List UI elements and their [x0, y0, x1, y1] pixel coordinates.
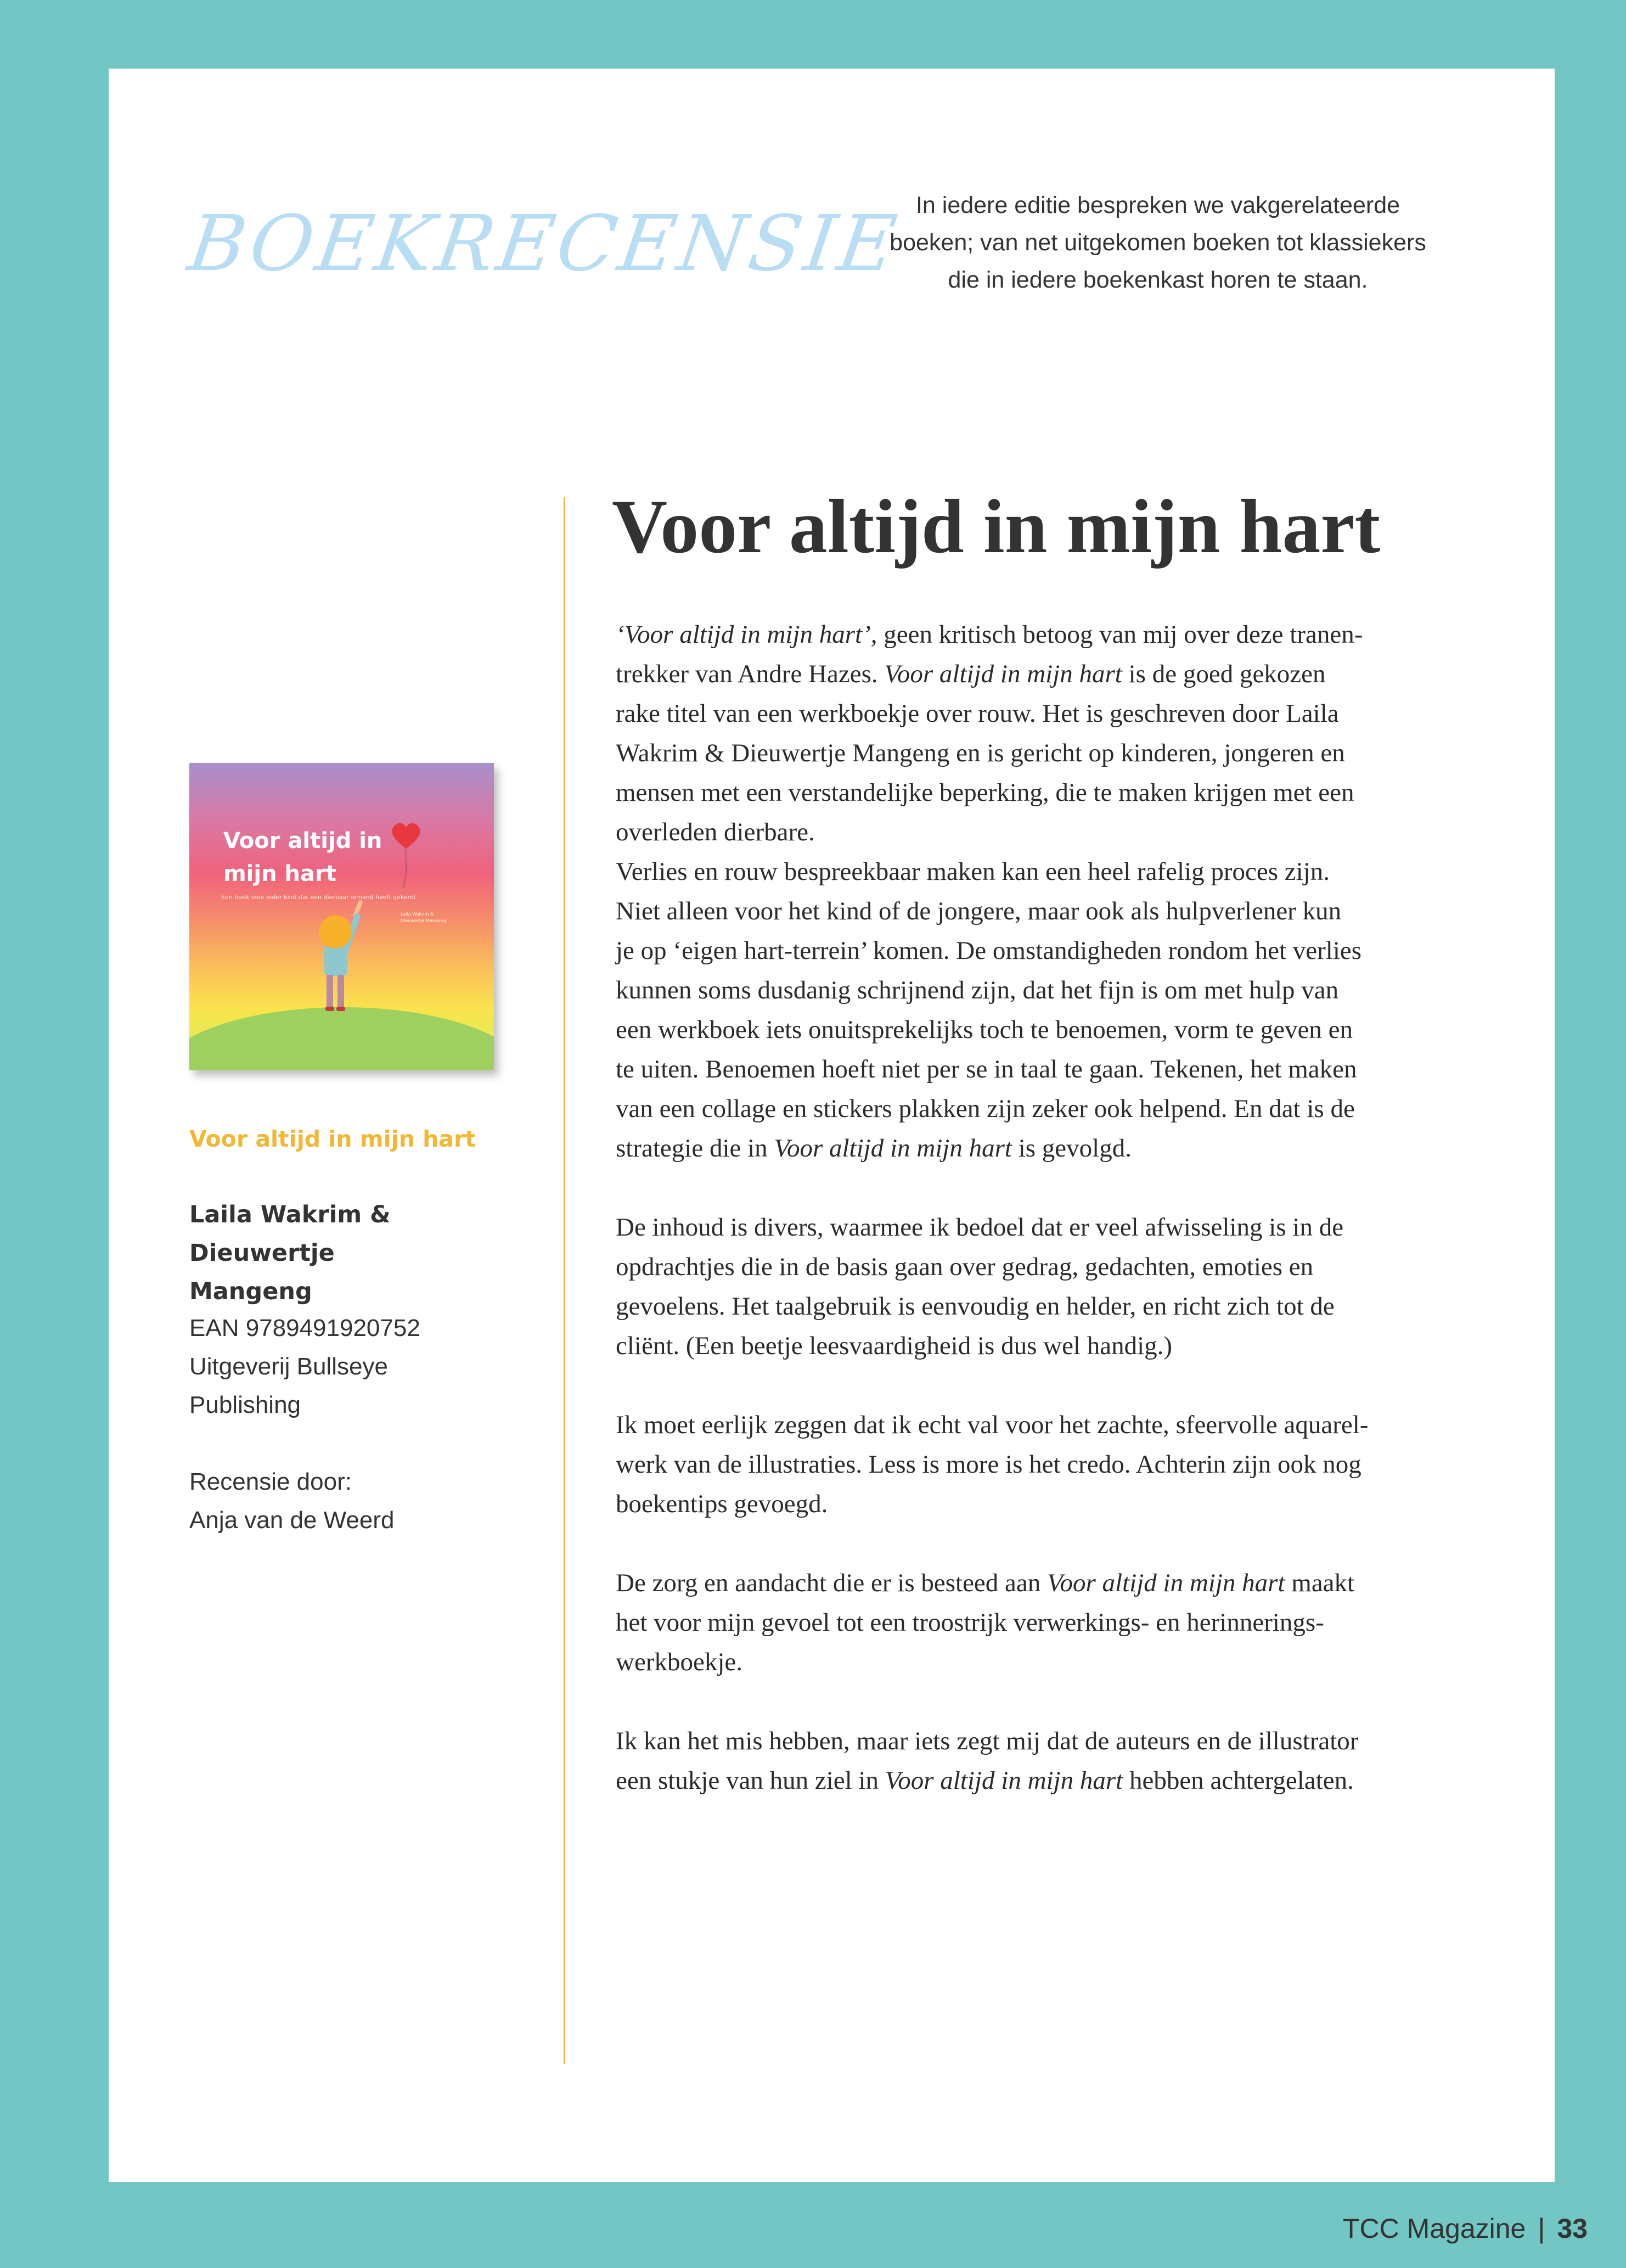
sidebar-authors	[189, 1195, 530, 1311]
footer-separator: |	[1538, 2213, 1545, 2244]
article-line	[616, 1326, 1472, 1366]
article-line	[616, 852, 1472, 891]
article-paragraph	[616, 1563, 1472, 1682]
article-line	[616, 1089, 1472, 1129]
article-line	[616, 1010, 1472, 1049]
text-run: geen kritisch betoog van mij over deze tranen-	[877, 620, 1363, 649]
text-run: mensen met een verstandelijke beperking, die te maken krijgen met een	[616, 778, 1354, 807]
text-run: Niet alleen voor het kind of de jongere, maar ook als hulpverlener kun	[616, 897, 1342, 925]
text-run: rake titel van een werkboekje over rouw. Het is geschreven door Laila	[616, 699, 1339, 728]
article-body	[616, 615, 1472, 1840]
article-line	[616, 654, 1472, 694]
text-run: strategie die in	[616, 1134, 774, 1163]
article-line	[616, 1049, 1472, 1089]
text-run: een stukje van hun ziel in	[616, 1766, 885, 1795]
sidebar-ean: EAN 9789491920752	[189, 1315, 420, 1341]
text-run: je op ‘eigen hart-terrein’ komen. De omstandigheden rondom het verlies	[616, 936, 1362, 965]
text-run: is gevolgd.	[1011, 1134, 1132, 1163]
book-title-italic: Voor altijd in mijn hart	[885, 1766, 1123, 1795]
cover-author-line: Dieuwertje Mangeng	[401, 918, 446, 923]
article-paragraph	[616, 1208, 1472, 1366]
article-line	[616, 891, 1472, 931]
sidebar-publisher-line: Publishing	[189, 1391, 301, 1418]
section-intro	[845, 187, 1471, 299]
magazine-name: TCC Magazine	[1342, 2213, 1526, 2244]
text-run: van een collage en stickers plakken zijn zeker ook helpend. En dat is de	[616, 1094, 1355, 1123]
book-title-italic: Voor altijd in mijn hart	[1047, 1569, 1285, 1597]
sidebar-publisher-line: Uitgeverij Bullseye	[189, 1353, 388, 1380]
text-run: De zorg en aandacht die er is besteed aan	[616, 1569, 1048, 1597]
sidebar-book-title: Voor altijd in mijn hart	[189, 1126, 476, 1152]
sidebar-reviewer-name: Anja van de Weerd	[189, 1507, 395, 1534]
text-run: werkboekje.	[616, 1648, 742, 1676]
article-line	[616, 1445, 1472, 1484]
sidebar-author-line: Mangeng	[189, 1278, 312, 1305]
book-title-italic: Voor altijd in mijn hart	[884, 660, 1122, 688]
article-line	[616, 1603, 1472, 1642]
heart-balloon-icon	[387, 818, 425, 889]
article-line	[616, 1405, 1472, 1445]
child-illustration-icon	[305, 900, 376, 1043]
article-paragraph	[616, 615, 1472, 1168]
intro-line: In iedere editie bespreken we vakgerelateerde	[915, 192, 1400, 218]
section-label: BOEKRECENSIE	[183, 199, 905, 289]
cover-title: Voor altijd in mijn hart	[223, 828, 382, 886]
text-run: Ik moet eerlijk zeggen dat ik echt val voor het zachte, sfeervolle aquarel-	[616, 1411, 1369, 1439]
text-run: De inhoud is divers, waarmee ik bedoel dat er veel afwisseling is in de	[616, 1213, 1344, 1242]
cover-subtitle: Een boek voor ieder kind dat een dierbaar iemand heeft gekend	[221, 894, 415, 901]
intro-line: boeken; van net uitgekomen boeken tot klassiekers	[890, 229, 1426, 256]
intro-line: die in iedere boekenkast horen te staan.	[948, 267, 1368, 293]
article-line	[616, 1208, 1472, 1247]
article-line	[616, 970, 1472, 1010]
article-paragraph	[616, 1721, 1472, 1800]
text-run: gevoelens. Het taalgebruik is eenvoudig en helder, en richt zich tot de	[616, 1292, 1335, 1321]
text-run: is de goed gekozen	[1122, 660, 1326, 688]
text-run: maakt	[1285, 1569, 1355, 1597]
article-line	[616, 1247, 1472, 1287]
text-run: het voor mijn gevoel tot een troostrijk verwerkings- en herinnerings-	[616, 1608, 1324, 1637]
text-run: overleden dierbare.	[616, 818, 815, 846]
cover-author-line: Laila Wakrim &	[401, 912, 434, 917]
sidebar-reviewer	[189, 1463, 530, 1540]
article-line	[616, 812, 1472, 852]
article-line	[616, 694, 1472, 733]
sidebar-author-line: Laila Wakrim & Dieuwertje	[189, 1201, 391, 1267]
book-title-italic: ‘Voor altijd in mijn hart’,	[616, 620, 877, 649]
sidebar-review-label: Recensie door:	[189, 1468, 352, 1495]
text-run: opdrachtjes die in de basis gaan over gedrag, gedachten, emoties en	[616, 1253, 1314, 1281]
text-run: kunnen soms dusdanig schrijnend zijn, dat het fijn is om met hulp van	[616, 976, 1339, 1004]
text-run: hebben achtergelaten.	[1123, 1766, 1354, 1795]
text-run: Wakrim & Dieuwertje Mangeng en is gericht op kinderen, jongeren en	[616, 739, 1345, 767]
page-number: 33	[1557, 2213, 1588, 2244]
sidebar-publication-info	[189, 1309, 530, 1424]
article-line	[616, 1484, 1472, 1524]
text-run: Verlies en rouw bespreekbaar maken kan een heel rafelig proces zijn.	[616, 857, 1330, 886]
text-run: Ik kan het mis hebben, maar iets zegt mij dat de auteurs en de illustrator	[616, 1727, 1359, 1755]
text-run: werk van de illustraties. Less is more is het credo. Achterin zijn ook nog	[616, 1450, 1361, 1479]
text-run: trekker van Andre Hazes.	[616, 660, 885, 688]
article-line	[616, 1563, 1472, 1603]
text-run: boekentips gevoegd.	[616, 1490, 828, 1518]
article-paragraph	[616, 1405, 1472, 1524]
cover-authors	[401, 911, 466, 924]
article-line	[616, 733, 1472, 773]
article-line	[616, 615, 1472, 654]
article-line	[616, 931, 1472, 970]
text-run: te uiten. Benoemen hoeft niet per se in taal te gaan. Tekenen, het maken	[616, 1055, 1357, 1084]
article-line	[616, 1721, 1472, 1761]
article-line	[616, 773, 1472, 812]
article-title: Voor altijd in mijn hart	[612, 484, 1381, 569]
page-footer	[1343, 2212, 1588, 2245]
article-line	[616, 1761, 1472, 1800]
text-run: een werkboek iets onuitsprekelijks toch te benoemen, vorm te geven en	[616, 1015, 1353, 1044]
text-run: cliënt. (Een beetje leesvaardigheid is dus wel handig.)	[616, 1332, 1173, 1360]
article-line	[616, 1287, 1472, 1326]
column-divider	[564, 497, 565, 2064]
article-line	[616, 1129, 1472, 1168]
book-cover-image	[189, 763, 494, 1070]
book-title-italic: Voor altijd in mijn hart	[774, 1134, 1012, 1163]
article-line	[616, 1642, 1472, 1682]
